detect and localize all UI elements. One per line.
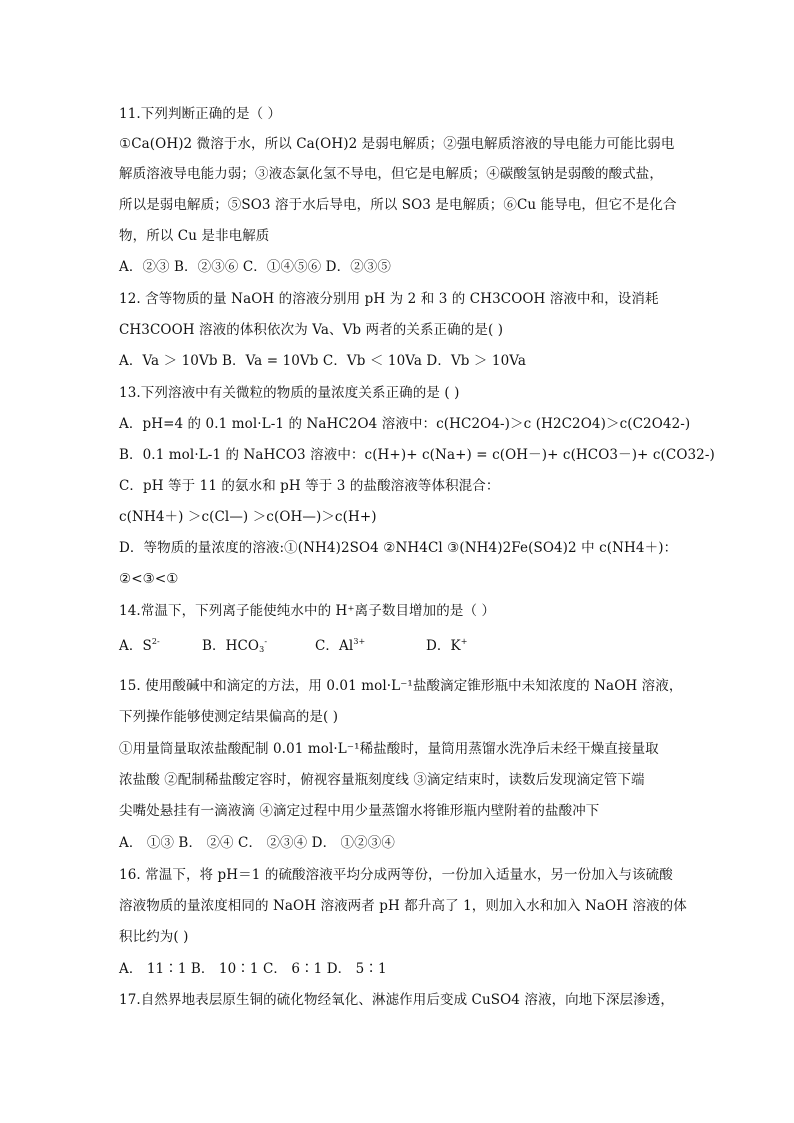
- q13-option-d-cont: ②<③<①: [119, 571, 179, 587]
- q14-option-d: D．K+: [426, 637, 468, 654]
- q11-text-line-3: 所以是弱电解质；⑤SO3 溶于水后导电，所以 SO3 是电解质；⑥Cu 能导电，但它不是化合: [119, 197, 677, 213]
- q15-text-line-2: 浓盐酸 ②配制稀盐酸定容时，俯视容量瓶刻度线 ③滴定结束时，读数后发现滴定管下端: [119, 772, 645, 788]
- q13-option-a: A．pH=4 的 0.1 mol·L-1 的 NaHC2O4 溶液中：c(HC2O4-)＞c (H2C2O4)＞c(C2O42-): [119, 416, 691, 432]
- q16-stem-line-3: 积比约为( ): [119, 929, 189, 945]
- q12-stem-line-1: 12. 含等物质的量 NaOH 的溶液分别用 pH 为 2 和 3 的 CH3COOH 溶液中和，设消耗: [119, 291, 659, 307]
- q13-option-c-cont: c(NH4＋) ＞c(Cl—) ＞c(OH—)＞c(H+): [119, 509, 377, 525]
- q13-option-b: B．0.1 mol·L-1 的 NaHCO3 溶液中：c(H+)+ c(Na+) = c(OH－)+ c(HCO3－)+ c(CO32-): [119, 447, 715, 463]
- q15-text-line-1: ①用量筒量取浓盐酸配制 0.01 mol·L⁻¹稀盐酸时，量筒用蒸馏水洗净后未经干燥直接量取: [119, 741, 659, 757]
- q16-stem-line-2: 溶液物质的量浓度相同的 NaOH 溶液两者 pH 都升高了 1，则加入水和加入 NaOH 溶液的体: [119, 898, 687, 914]
- q14-option-c: C．$Al^{3+}$: [315, 637, 366, 654]
- q13-stem: 13.下列溶液中有关微粒的物质的量浓度关系正确的是 ( ): [119, 385, 460, 401]
- q14-stem: 14.常温下，下列离子能使纯水中的 H⁺离子数目增加的是（ ）: [119, 603, 496, 619]
- q15-stem-line-1: 15. 使用酸碱中和滴定的方法，用 0.01 mol·L⁻¹盐酸滴定锥形瓶中未知浓度的 NaOH 溶液，: [119, 678, 683, 694]
- q11-text-line-4: 物，所以 Cu 是非电解质: [119, 228, 270, 244]
- q11-text-line-1: ①Ca(OH)2 微溶于水，所以 Ca(OH)2 是弱电解质；②强电解质溶液的导电能力可能比弱电: [119, 136, 675, 152]
- q15-stem-line-2: 下列操作能够使测定结果偏高的是( ): [119, 709, 339, 725]
- q16-stem-line-1: 16. 常温下，将 pH＝1 的硫酸溶液平均分成两等份，一份加入适量水，另一份加入与该硫酸: [119, 867, 673, 883]
- q13-option-c: C．pH 等于 11 的氨水和 pH 等于 3 的盐酸溶液等体积混合：: [119, 478, 500, 494]
- q15-options: A． ①③ B． ②④ C． ②③④ D． ①②③④: [119, 835, 395, 851]
- q13-option-d: D．等物质的量浓度的溶液:①(NH4)2SO4 ②NH4Cl ③(NH4)2Fe(SO4)2 中 c(NH4＋)：: [119, 540, 678, 556]
- q12-stem-line-2: CH3COOH 溶液的体积依次为 Va、Vb 两者的关系正确的是( ): [119, 322, 504, 338]
- q14-options: [119, 637, 468, 655]
- q14-option-a: A．$S^{2-}$: [119, 637, 160, 654]
- q11-text-line-2: 解质溶液导电能力弱；③液态氯化氢不导电，但它是电解质；④碳酸氢钠是弱酸的酸式盐，: [119, 166, 663, 182]
- q14-option-b: B．$HCO_3^-$: [202, 637, 268, 654]
- q17-stem-line-1: 17.自然界地表层原生铜的硫化物经氧化、淋滤作用后变成 CuSO4 溶液，向地下深层渗透，: [119, 992, 674, 1008]
- q12-options: A．Va ＞ 10Vb B．Va = 10Vb C．Vb ＜ 10Va D．Vb ＞ 10Va: [119, 353, 527, 369]
- q11-options: A．②③ B．②③⑥ C．①④⑤⑥ D．②③⑤: [119, 259, 391, 275]
- q11-stem: 11.下列判断正确的是（ ）: [119, 106, 282, 122]
- q15-text-line-3: 尖嘴处悬挂有一滴液滴 ④滴定过程中用少量蒸馏水将锥形瓶内壁附着的盐酸冲下: [119, 803, 600, 819]
- q16-options: A． 11∶1 B． 10∶1 C． 6∶1 D． 5∶1: [119, 961, 387, 977]
